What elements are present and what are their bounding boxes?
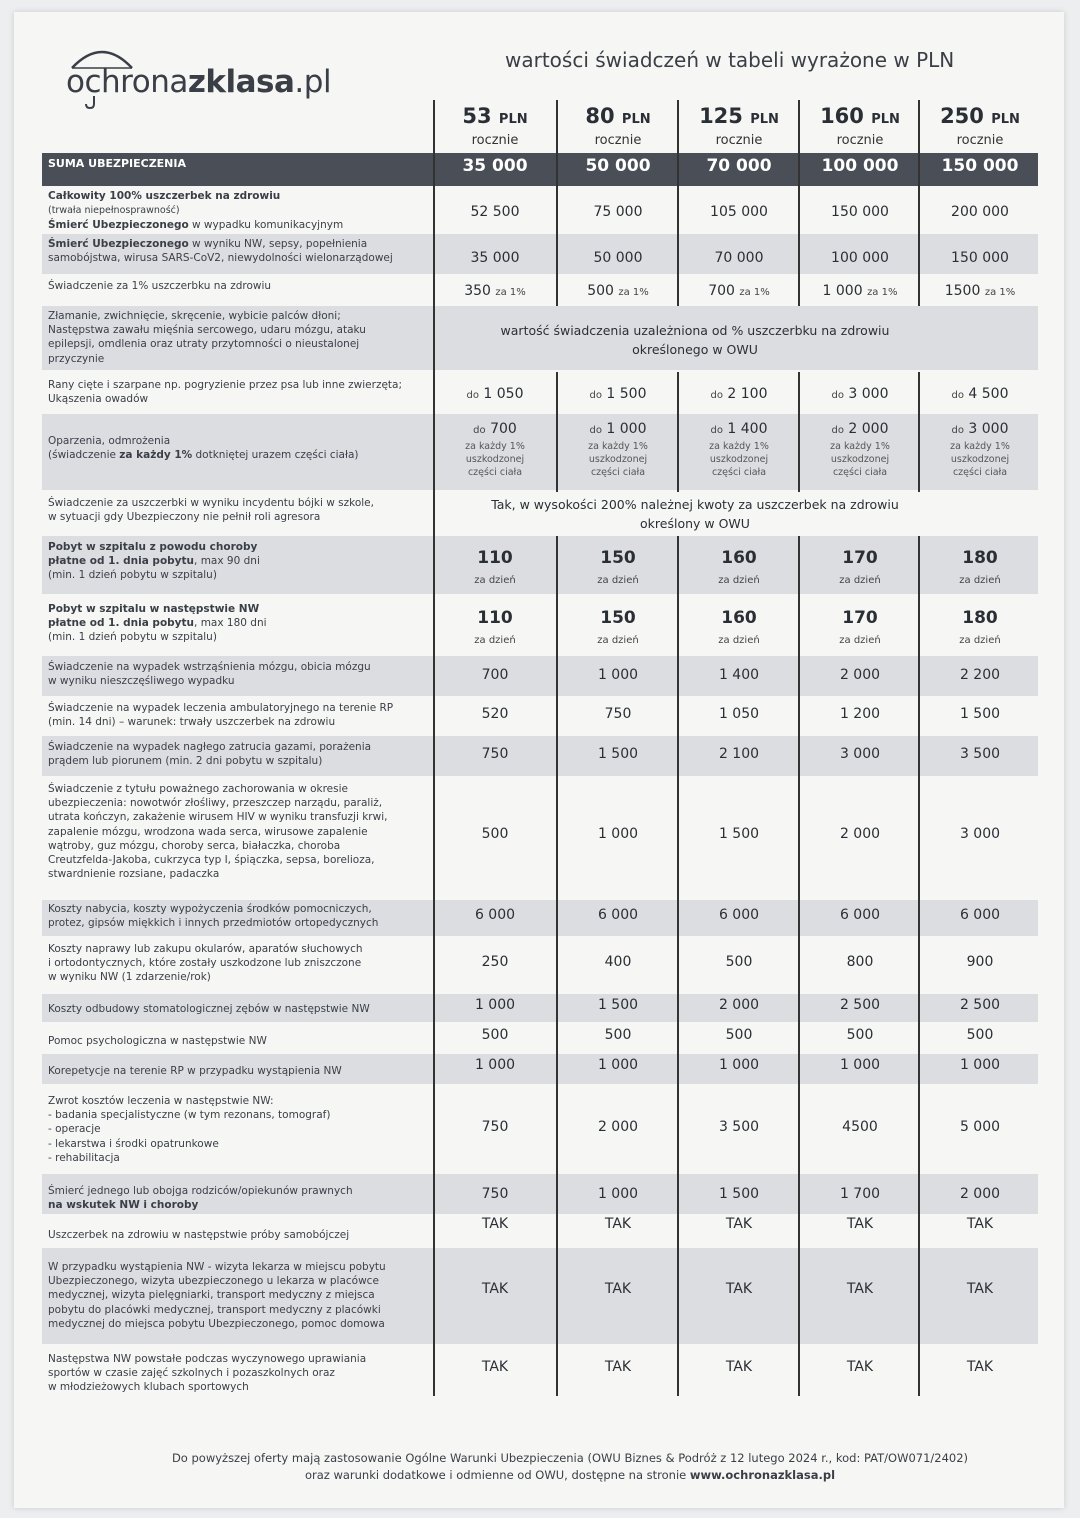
value-cell-r1-5: 200 000 bbox=[951, 204, 1009, 220]
value-cell-r23-2: TAK bbox=[604, 1359, 632, 1375]
value-cell-r22-3: TAK bbox=[725, 1281, 753, 1297]
value-cell-r5-5: do 4 500 bbox=[951, 386, 1009, 402]
row-tutoring: Korepetycje na terenie RP w przypadku wystąpienia NW bbox=[42, 1054, 1038, 1084]
value-cell-r19-2: 2 000 bbox=[597, 1119, 639, 1135]
value-cell-r19-5: 5 000 bbox=[959, 1119, 1001, 1135]
value-cell-r5-4: do 3 000 bbox=[831, 386, 889, 402]
value-cell-r22-2: TAK bbox=[604, 1281, 632, 1297]
value-cell-r6-2: do 1 000 za każdy 1% uszkodzonej części ciała bbox=[588, 421, 648, 479]
value-cell-r16-5: 2 500 bbox=[959, 997, 1001, 1013]
value-cell-r20-4: 1 700 bbox=[839, 1186, 881, 1202]
page-headline: wartości świadczeń w tabeli wyrażone w PLN bbox=[505, 48, 955, 72]
value-cell-r11-4: 1 200 bbox=[839, 706, 881, 722]
value-cell-r13-1: 500 bbox=[481, 826, 509, 842]
row-burns: Oparzenia, odmrożenia (świadczenie za każdy 1% dotkniętej urazem części ciała) bbox=[42, 414, 1038, 490]
value-cell-r3-2: 500 za 1% bbox=[587, 283, 649, 299]
value-cell-r19-3: 3 500 bbox=[718, 1119, 760, 1135]
row-concussion: Świadczenie na wypadek wstrząśnienia mózgu, obicia mózgu w wyniku nieszczęśliwego wypadku bbox=[42, 656, 1038, 696]
value-cell-r9-4: 170 za dzień bbox=[839, 608, 881, 646]
column-divider bbox=[677, 100, 679, 306]
value-cell-r1-3: 105 000 bbox=[710, 204, 768, 220]
value-cell-r16-2: 1 500 bbox=[597, 997, 639, 1013]
column-divider bbox=[556, 100, 558, 306]
value-cell-r18-4: 1 000 bbox=[839, 1057, 881, 1073]
value-cell-r8-4: 170 za dzień bbox=[839, 548, 881, 586]
row-dental: Koszty odbudowy stomatologicznej zębów w następstwie NW bbox=[42, 994, 1038, 1022]
value-cell-r14-4: 6 000 bbox=[839, 907, 881, 923]
value-cell-r12-4: 3 000 bbox=[839, 746, 881, 762]
row-sports: Następstwa NW powstałe podczas wyczynowego uprawiania sportów w czasie zajęć szkolnych i pozaszkolnych oraz w młodzieżowych klubach sportowych bbox=[48, 1353, 367, 1394]
umbrella-handle-icon bbox=[84, 96, 98, 110]
value-cell-r10-4: 2 000 bbox=[839, 667, 881, 683]
value-cell-r20-1: 750 bbox=[481, 1186, 509, 1202]
value-cell-r21-5: TAK bbox=[966, 1216, 994, 1232]
value-cell-r22-1: TAK bbox=[481, 1281, 509, 1297]
value-cell-r18-1: 1 000 bbox=[474, 1057, 516, 1073]
value-cell-r15-3: 500 bbox=[725, 954, 753, 970]
row-ambulatory: Świadczenie na wypadek leczenia ambulatoryjnego na terenie RP (min. 14 dni) – warunek: trwały uszczerbek na zdrowiu bbox=[48, 702, 394, 729]
sum-value-4: 100 000 bbox=[821, 156, 899, 176]
logo-text: ochronazklasa.pl bbox=[66, 64, 332, 100]
plan-header-3: 125 PLN rocznie bbox=[699, 104, 779, 148]
value-cell-r22-4: TAK bbox=[846, 1281, 874, 1297]
plan-header-5: 250 PLN rocznie bbox=[940, 104, 1020, 148]
value-cell-r14-1: 6 000 bbox=[474, 907, 516, 923]
row-glasses: Koszty naprawy lub zakupu okularów, aparatów słuchowych i ortodontycznych, które zostały uszkodzone lub zniszczone w wyniku NW (1 zdarzenie/rok) bbox=[48, 943, 363, 984]
value-cell-r23-1: TAK bbox=[481, 1359, 509, 1375]
value-cell-r8-5: 180 za dzień bbox=[959, 548, 1001, 586]
value-cell-r3-1: 350 za 1% bbox=[464, 283, 526, 299]
value-cell-r21-4: TAK bbox=[846, 1216, 874, 1232]
value-cell-r12-3: 2 100 bbox=[718, 746, 760, 762]
row-treatment-costs: Zwrot kosztów leczenia w następstwie NW: - badania specjalistyczne (w tym rezonans, tomograf) - operacje - lekarstwa i środki opatrunkowe - rehabilitacja bbox=[48, 1095, 331, 1164]
value-cell-r19-4: 4500 bbox=[842, 1119, 878, 1135]
value-cell-r15-1: 250 bbox=[481, 954, 509, 970]
column-divider bbox=[918, 372, 920, 492]
value-cell-r6-1: do 700 za każdy 1% uszkodzonej części ciała bbox=[465, 421, 525, 479]
value-cell-r21-2: TAK bbox=[604, 1216, 632, 1232]
value-cell-r17-2: 500 bbox=[604, 1027, 632, 1043]
plan-header-4: 160 PLN rocznie bbox=[820, 104, 900, 148]
value-cell-r21-1: TAK bbox=[481, 1216, 509, 1232]
column-divider bbox=[677, 372, 679, 492]
value-cell-r10-2: 1 000 bbox=[597, 667, 639, 683]
sum-insured-label: SUMA UBEZPIECZENIA bbox=[48, 157, 186, 170]
value-cell-r17-4: 500 bbox=[846, 1027, 874, 1043]
value-cell-r5-2: do 1 500 bbox=[589, 386, 647, 402]
value-cell-r14-2: 6 000 bbox=[597, 907, 639, 923]
value-cell-r18-5: 1 000 bbox=[959, 1057, 1001, 1073]
column-divider bbox=[798, 372, 800, 492]
value-cell-r17-1: 500 bbox=[481, 1027, 509, 1043]
plan-header-2: 80 PLN rocznie bbox=[585, 104, 651, 148]
column-divider bbox=[433, 100, 435, 1396]
column-divider bbox=[556, 372, 558, 492]
row-orthopedic: Koszty nabycia, koszty wypożyczenia środków pomocniczych, protez, gipsów miękkich i innych przedmiotów ortopedycznych bbox=[42, 900, 1038, 936]
value-cell-r18-3: 1 000 bbox=[718, 1057, 760, 1073]
row-psychological: Pomoc psychologiczna w następstwie NW bbox=[48, 1035, 267, 1047]
value-cell-r2-2: 50 000 bbox=[593, 250, 643, 266]
value-cell-r8-1: 110 za dzień bbox=[474, 548, 516, 586]
value-cell-r2-5: 150 000 bbox=[951, 250, 1009, 266]
value-cell-r12-5: 3 500 bbox=[959, 746, 1001, 762]
row-school-fight: Świadczenie za uszczerbki w wyniku incydentu bójki w szkole, w sytuacji gdy Ubezpieczony nie pełnił roli agresora bbox=[48, 497, 374, 524]
value-cell-r15-4: 800 bbox=[846, 954, 874, 970]
value-cell-r13-2: 1 000 bbox=[597, 826, 639, 842]
value-cell-r6-5: do 3 000 za każdy 1% uszkodzonej części ciała bbox=[950, 421, 1010, 479]
value-cell-r5-3: do 2 100 bbox=[710, 386, 768, 402]
value-cell-r9-3: 160 za dzień bbox=[718, 608, 760, 646]
value-cell-r13-4: 2 000 bbox=[839, 826, 881, 842]
value-cell-r19-1: 750 bbox=[481, 1119, 509, 1135]
value-cell-r22-5: TAK bbox=[966, 1281, 994, 1297]
row-serious-illness: Świadczenie z tytułu poważnego zachorowania w okresie ubezpieczenia: nowotwór złośliwy, przeszczep narządu, paraliż, utrata kończyn, zakażenie wirusem HIV w wyniku transfuzji krwi, zapalenie mózgu, wrodzona wada serca, wirusowe zapalenie wątroby, guz mózgu, choroby serca, białaczka, choroba Creutzfelda-Jakoba, cukrzyca typ I, śpiączka, sepsa, borelioza, stwardnienie rozsiane, padaczka bbox=[48, 783, 388, 881]
row-hospital-nw: Pobyt w szpitalu w następstwie NW płatne od 1. dnia pobytu, max 180 dni (min. 1 dzień pobytu w szpitalu) bbox=[48, 603, 267, 644]
sum-value-2: 50 000 bbox=[585, 156, 651, 176]
row-hospital-illness: Pobyt w szpitalu z powodu choroby płatne od 1. dnia pobytu, max 90 dni (min. 1 dzień pobytu w szpitalu) bbox=[42, 536, 1038, 594]
value-cell-r9-1: 110 za dzień bbox=[474, 608, 516, 646]
value-cell-r17-5: 500 bbox=[966, 1027, 994, 1043]
value-cell-r9-5: 180 za dzień bbox=[959, 608, 1001, 646]
school-fight-merged-note: Tak, w wysokości 200% należnej kwoty za uszczerbek na zdrowiu określony w OWU bbox=[491, 497, 899, 531]
column-divider bbox=[556, 536, 558, 1396]
value-cell-r1-1: 52 500 bbox=[470, 204, 520, 220]
value-cell-r20-3: 1 500 bbox=[718, 1186, 760, 1202]
value-cell-r23-3: TAK bbox=[725, 1359, 753, 1375]
column-divider bbox=[918, 536, 920, 1396]
row-suicide-attempt: Uszczerbek na zdrowiu w następstwie próby samobójczej bbox=[48, 1229, 350, 1241]
value-cell-r14-5: 6 000 bbox=[959, 907, 1001, 923]
value-cell-r15-5: 900 bbox=[966, 954, 994, 970]
value-cell-r3-5: 1500 za 1% bbox=[944, 283, 1016, 299]
value-cell-r2-1: 35 000 bbox=[470, 250, 520, 266]
value-cell-r12-1: 750 bbox=[481, 746, 509, 762]
value-cell-r13-3: 1 500 bbox=[718, 826, 760, 842]
value-cell-r9-2: 150 za dzień bbox=[597, 608, 639, 646]
value-cell-r6-4: do 2 000 za każdy 1% uszkodzonej części ciała bbox=[830, 421, 890, 479]
row-fractures: Złamanie, zwichnięcie, skręcenie, wybicie palców dłoni; Następstwa zawału mięśnia sercowego, udaru mózgu, ataku epilepsji, omdlenia oraz utraty przytomności o nieustalonej przyczynie bbox=[42, 306, 1038, 370]
row-poisoning: Świadczenie na wypadek nagłego zatrucia gazami, porażenia prądem lub piorunem (min. 2 dni pobytu w szpitalu) bbox=[42, 736, 1038, 776]
row-total-disability: Całkowity 100% uszczerbek na zdrowiu (trwała niepełnosprawność) Śmierć Ubezpieczonego w wypadku komunikacyjnym bbox=[48, 190, 344, 231]
value-cell-r2-4: 100 000 bbox=[831, 250, 889, 266]
value-cell-r8-2: 150 za dzień bbox=[597, 548, 639, 586]
value-cell-r21-3: TAK bbox=[725, 1216, 753, 1232]
value-cell-r12-2: 1 500 bbox=[597, 746, 639, 762]
value-cell-r3-4: 1 000 za 1% bbox=[822, 283, 898, 299]
footer-note: Do powyższej oferty mają zastosowanie Ogólne Warunki Ubezpieczenia (OWU Biznes & Podróż z 12 lutego 2024 r., kod: PAT/OW071/2402) oraz warunki dodatkowe i odmienne od OWU, dostępne na stronie www.ochronazklasa.pl bbox=[171, 1451, 969, 1483]
fractures-merged-note: wartość świadczenia uzależniona od % uszczerbku na zdrowiu określonego w OWU bbox=[500, 323, 890, 357]
value-cell-r10-3: 1 400 bbox=[718, 667, 760, 683]
sum-value-5: 150 000 bbox=[941, 156, 1019, 176]
value-cell-r14-3: 6 000 bbox=[718, 907, 760, 923]
sum-value-3: 70 000 bbox=[706, 156, 772, 176]
value-cell-r20-2: 1 000 bbox=[597, 1186, 639, 1202]
value-cell-r11-3: 1 050 bbox=[718, 706, 760, 722]
row-wounds: Rany cięte i szarpane np. pogryzienie przez psa lub inne zwierzęta; Ukąszenia owadów bbox=[48, 379, 403, 406]
value-cell-r11-1: 520 bbox=[481, 706, 509, 722]
value-cell-r20-5: 2 000 bbox=[959, 1186, 1001, 1202]
value-cell-r10-1: 700 bbox=[481, 667, 509, 683]
value-cell-r13-5: 3 000 bbox=[959, 826, 1001, 842]
value-cell-r16-3: 2 000 bbox=[718, 997, 760, 1013]
value-cell-r16-4: 2 500 bbox=[839, 997, 881, 1013]
plan-header-1: 53 PLN rocznie bbox=[462, 104, 528, 148]
column-divider bbox=[798, 100, 800, 306]
row-death-nw: Śmierć Ubezpieczonego w wyniku NW, sepsy, popełnienia samobójstwa, wirusa SARS-CoV2, niewydolności wielonarządowej bbox=[42, 234, 1038, 274]
column-divider bbox=[918, 100, 920, 306]
value-cell-r17-3: 500 bbox=[725, 1027, 753, 1043]
value-cell-r18-2: 1 000 bbox=[597, 1057, 639, 1073]
value-cell-r2-3: 70 000 bbox=[714, 250, 764, 266]
value-cell-r16-1: 1 000 bbox=[474, 997, 516, 1013]
value-cell-r23-5: TAK bbox=[966, 1359, 994, 1375]
value-cell-r3-3: 700 za 1% bbox=[708, 283, 770, 299]
value-cell-r11-5: 1 500 bbox=[959, 706, 1001, 722]
row-per-percent: Świadczenie za 1% uszczerbku na zdrowiu bbox=[48, 280, 272, 292]
value-cell-r1-2: 75 000 bbox=[593, 204, 643, 220]
value-cell-r23-4: TAK bbox=[846, 1359, 874, 1375]
row-medical-assistance: W przypadku wystąpienia NW - wizyta lekarza w miejscu pobytu Ubezpieczonego, wizyta ubezpieczonego u lekarza w placówce medycznej, wizyta pielęgniarki, transport medyczny z miejsca pobytu do placówki medycznej, transport medyczny z placówki medycznej do miejsca pobytu Ubezpieczonego, pomoc domowa bbox=[42, 1248, 1038, 1344]
row-parent-death: Śmierć jednego lub obojga rodziców/opiekunów prawnych na wskutek NW i choroby bbox=[42, 1174, 1038, 1214]
value-cell-r6-3: do 1 400 za każdy 1% uszkodzonej części ciała bbox=[709, 421, 769, 479]
value-cell-r5-1: do 1 050 bbox=[466, 386, 524, 402]
value-cell-r15-2: 400 bbox=[604, 954, 632, 970]
value-cell-r11-2: 750 bbox=[604, 706, 632, 722]
column-divider bbox=[677, 536, 679, 1396]
sum-value-1: 35 000 bbox=[462, 156, 528, 176]
value-cell-r8-3: 160 za dzień bbox=[718, 548, 760, 586]
value-cell-r10-5: 2 200 bbox=[959, 667, 1001, 683]
value-cell-r1-4: 150 000 bbox=[831, 204, 889, 220]
column-divider bbox=[798, 536, 800, 1396]
